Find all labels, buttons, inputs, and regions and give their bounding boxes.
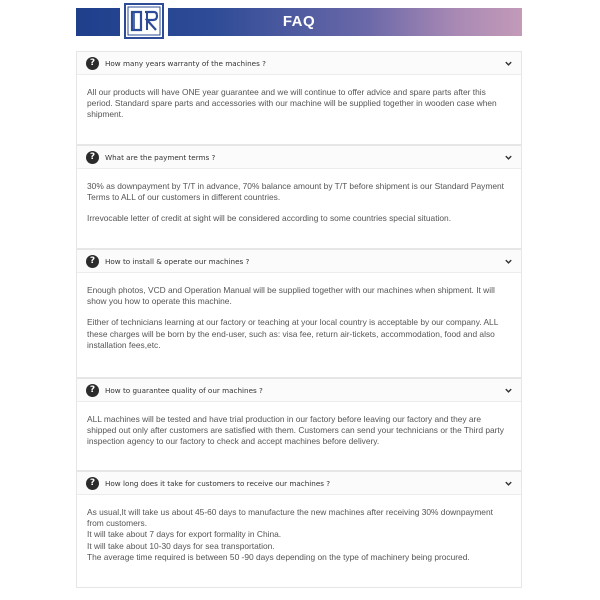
faq-answer: Either of technicians learning at our factory or teaching at your local country is acceptable by our company. ALL these charges will be born by the end-user, such as: visa fee, return air-tickets, accommodation, food and also installation fees,etc. [87, 317, 499, 350]
faq-answer: 30% as downpayment by T/T in advance, 70% balance amount by T/T before shipment is our Standard Payment Terms to ALL of our customers in different countries. [87, 181, 504, 203]
faq-item-install-operate [76, 249, 522, 378]
faq-question: How long does it take for customers to receive our machines ? [105, 479, 331, 488]
faq-question-toggle[interactable] [77, 379, 521, 402]
faq-question: How to guarantee quality of our machines ? [105, 386, 263, 395]
faq-question: What are the payment terms ? [105, 153, 216, 162]
faq-question-toggle[interactable] [77, 472, 521, 495]
faq-question-toggle[interactable] [77, 146, 521, 169]
chevron-down-icon[interactable] [504, 257, 513, 266]
faq-answer: As usual,It will take us about 45-60 days to manufacture the new machines after receiving 30% downpayment from customers. [87, 507, 493, 529]
faq-item-payment-terms [76, 145, 522, 249]
faq-answer: It will take about 7 days for export formality in China. [87, 529, 282, 540]
faq-answer: All our products will have ONE year guarantee and we will continue to offer advice and spare parts after this period. Standard spare parts and accessories with our machine will be supplied together in wooden case when shipment. [87, 87, 497, 120]
question-circle-icon: ? [86, 384, 99, 397]
chevron-down-icon[interactable] [504, 386, 513, 395]
question-circle-icon: ? [86, 477, 99, 490]
question-circle-icon: ? [86, 255, 99, 268]
chevron-down-icon[interactable] [504, 479, 513, 488]
chevron-down-icon[interactable] [504, 59, 513, 68]
faq-item-quality [76, 378, 522, 471]
faq-question: How many years warranty of the machines ? [105, 59, 266, 68]
faq-answer: The average time required is between 50 -90 days depending on the type of machinery being procured. [87, 551, 470, 562]
chevron-down-icon[interactable] [504, 153, 513, 162]
faq-item-delivery-time [76, 471, 522, 588]
faq-question-toggle[interactable] [77, 52, 521, 75]
faq-question: How to install & operate our machines ? [105, 257, 250, 266]
company-logo-icon [120, 2, 168, 42]
page-title: FAQ [282, 13, 316, 30]
faq-question-toggle[interactable] [77, 250, 521, 273]
faq-answer: ALL machines will be tested and have trial production in our factory before leaving our factory and they are shipped out only after customers are satisfied with them. Customers can send your technicians or the Third party inspection agency to our factory to check and accept machines before delivery. [87, 414, 504, 447]
faq-item-warranty [76, 51, 522, 145]
question-circle-icon: ? [86, 151, 99, 164]
faq-answer: It will take about 10-30 days for sea transportation. [87, 540, 275, 551]
question-circle-icon: ? [86, 57, 99, 70]
faq-answer: Enough photos, VCD and Operation Manual will be supplied together with our machines when shipment. It will show you how to operate this machine. [87, 285, 495, 307]
faq-answer: Irrevocable letter of credit at sight will be considered according to some countries special situation. [87, 213, 452, 224]
